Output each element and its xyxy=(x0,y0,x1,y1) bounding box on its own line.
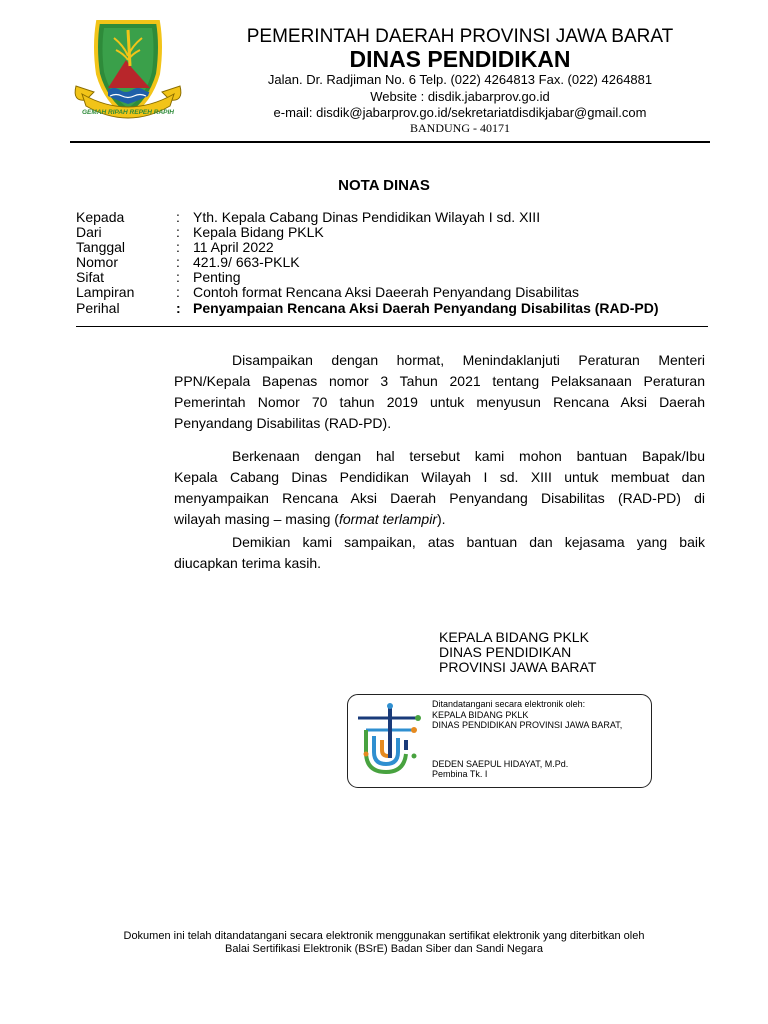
meta-label: Nomor xyxy=(76,254,119,270)
meta-value: Yth. Kepala Cabang Dinas Pendidikan Wilayah I sd. XIII xyxy=(193,209,541,225)
meta-colon: : xyxy=(176,254,180,270)
agency-city: BANDUNG - 40171 xyxy=(410,121,510,135)
paragraph-italic-text: format terlampir xyxy=(338,511,437,527)
bsre-seal-icon xyxy=(352,700,428,782)
signature-title-3: PROVINSI JAWA BARAT xyxy=(439,659,597,675)
meta-value: Kepala Bidang PKLK xyxy=(193,224,324,240)
header-divider xyxy=(76,326,708,327)
document-title: NOTA DINAS xyxy=(338,177,430,194)
meta-label: Dari xyxy=(76,224,102,240)
body-paragraph-2 xyxy=(174,446,705,530)
body-paragraph-1 xyxy=(174,350,705,434)
paragraph-text: ). xyxy=(437,511,446,527)
paragraph-text: wilayah masing – masing ( xyxy=(174,511,339,527)
meta-label: Kepada xyxy=(76,209,125,225)
government-name: PEMERINTAH DAERAH PROVINSI JAWA BARAT xyxy=(246,26,674,47)
footer-line-2: Balai Sertifikasi Elektronik (BSrE) Badan Siber dan Sandi Negara xyxy=(225,943,543,955)
paragraph-line: Demikian kami sampaikan, atas bantuan dan kejasama yang baik xyxy=(232,534,705,550)
body-paragraph-3 xyxy=(174,532,705,574)
paragraph-line: Pemerintah Nomor 70 tahun 2019 untuk menyusun Rencana Aksi Daerah xyxy=(174,394,705,410)
paragraph-line: diucapkan terima kasih. xyxy=(174,555,322,571)
agency-email: e-mail: disdik@jabarprov.go.id/sekretariatdisdikjabar@gmail.com xyxy=(273,105,647,120)
esign-caption: Ditandatangani secara elektronik oleh: xyxy=(432,699,586,709)
paragraph-line: menyampaikan Rencana Aksi Daerah Penyandang Disabilitas (RAD-PD) di xyxy=(174,490,705,506)
meta-label: Perihal xyxy=(76,300,120,316)
meta-value: Penting xyxy=(193,269,241,285)
signer-rank: Pembina Tk. I xyxy=(432,769,488,779)
signature-title-1: KEPALA BIDANG PKLK xyxy=(439,629,589,645)
logo-ribbon-text: GEMAH RIPAH REPEH RAPIH xyxy=(82,109,174,116)
paragraph-line: Berkenaan dengan hal tersebut kami mohon bantuan Bapak/Ibu xyxy=(232,448,705,464)
meta-colon: : xyxy=(176,300,181,316)
agency-name: DINAS PENDIDIKAN xyxy=(349,46,571,72)
letterhead-divider xyxy=(70,141,710,143)
meta-value: Contoh format Rencana Aksi Daeerah Penyandang Disabilitas xyxy=(193,284,580,300)
esign-position: KEPALA BIDANG PKLK xyxy=(432,710,529,720)
meta-label: Sifat xyxy=(76,269,105,285)
meta-colon: : xyxy=(176,269,180,285)
signer-name: DEDEN SAEPUL HIDAYAT, M.Pd. xyxy=(432,759,569,769)
paragraph-line: Penyandang Disabilitas (RAD-PD). xyxy=(174,415,392,431)
agency-website: Website : disdik.jabarprov.go.id xyxy=(370,89,550,104)
esign-agency: DINAS PENDIDIKAN PROVINSI JAWA BARAT, xyxy=(432,720,623,730)
paragraph-line: Disampaikan dengan hormat, Menindaklanjuti Peraturan Menteri xyxy=(232,352,705,368)
meta-colon: : xyxy=(176,239,180,255)
footer-line-1: Dokumen ini telah ditandatangani secara elektronik menggunakan sertifikat elektronik yang diterbitkan oleh xyxy=(123,930,645,942)
paragraph-line xyxy=(174,509,705,530)
paragraph-line: PPN/Kepala Bapenas nomor 3 Tahun 2021 tentang Pelaksanaan Peraturan xyxy=(174,373,705,389)
meta-value: 421.9/ 663-PKLK xyxy=(193,254,300,270)
signature-title-2: DINAS PENDIDIKAN xyxy=(439,644,572,660)
meta-colon: : xyxy=(176,209,180,225)
paragraph-line: Kepala Cabang Dinas Pendidikan Wilayah I sd. XIII untuk membuat dan xyxy=(174,469,705,485)
agency-address: Jalan. Dr. Radjiman No. 6 Telp. (022) 4264813 Fax. (022) 4264881 xyxy=(267,72,653,87)
meta-value-subject: Penyampaian Rencana Aksi Daerah Penyandang Disabilitas (RAD-PD) xyxy=(193,300,659,316)
meta-colon: : xyxy=(176,224,180,240)
meta-colon: : xyxy=(176,284,180,300)
meta-label: Lampiran xyxy=(76,284,135,300)
meta-value: 11 April 2022 xyxy=(193,239,274,255)
meta-label: Tanggal xyxy=(76,239,126,255)
